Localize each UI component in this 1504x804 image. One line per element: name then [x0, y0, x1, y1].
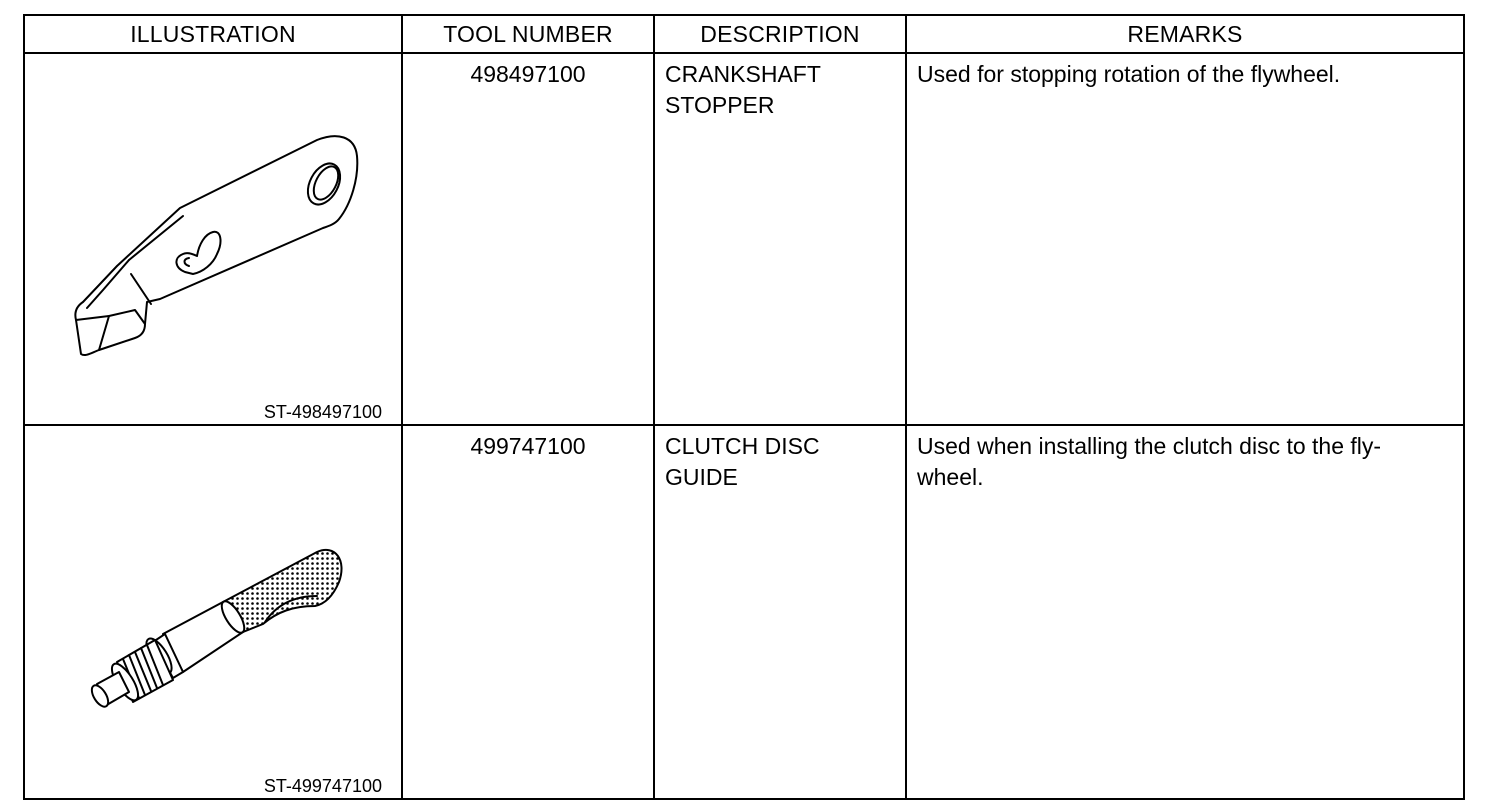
- tool-number-cell: [402, 53, 654, 425]
- illustration-cell: [24, 53, 402, 425]
- tool-number-cell: [402, 425, 654, 799]
- header-description: DESCRIPTION: [654, 15, 906, 53]
- table-row: [24, 53, 1464, 425]
- tool-number: 499747100: [470, 433, 586, 459]
- description-cell: [654, 425, 906, 799]
- crankshaft-stopper-icon: [25, 54, 403, 422]
- header-illustration: ILLUSTRATION: [24, 15, 402, 53]
- tool-description: CRANKSHAFT STOPPER: [665, 61, 821, 118]
- tool-number: 498497100: [470, 61, 586, 87]
- special-tools-table: [23, 14, 1465, 800]
- tool-remarks: Used when installing the clutch disc to the fly- wheel.: [917, 433, 1382, 490]
- header-remarks: REMARKS: [906, 15, 1464, 53]
- remarks-cell: [906, 53, 1464, 425]
- tool-remarks: Used for stopping rotation of the flywheel.: [917, 61, 1341, 87]
- illustration-code: ST-499747100: [263, 776, 382, 796]
- tool-description: CLUTCH DISC GUIDE: [665, 433, 820, 490]
- remarks-cell: [906, 425, 1464, 799]
- table-row: [24, 425, 1464, 799]
- illustration-code: ST-498497100: [263, 402, 382, 422]
- header-tool-number: TOOL NUMBER: [402, 15, 654, 53]
- header-row: [24, 15, 1464, 53]
- clutch-disc-guide-icon: [25, 426, 403, 796]
- illustration-cell: [24, 425, 402, 799]
- description-cell: [654, 53, 906, 425]
